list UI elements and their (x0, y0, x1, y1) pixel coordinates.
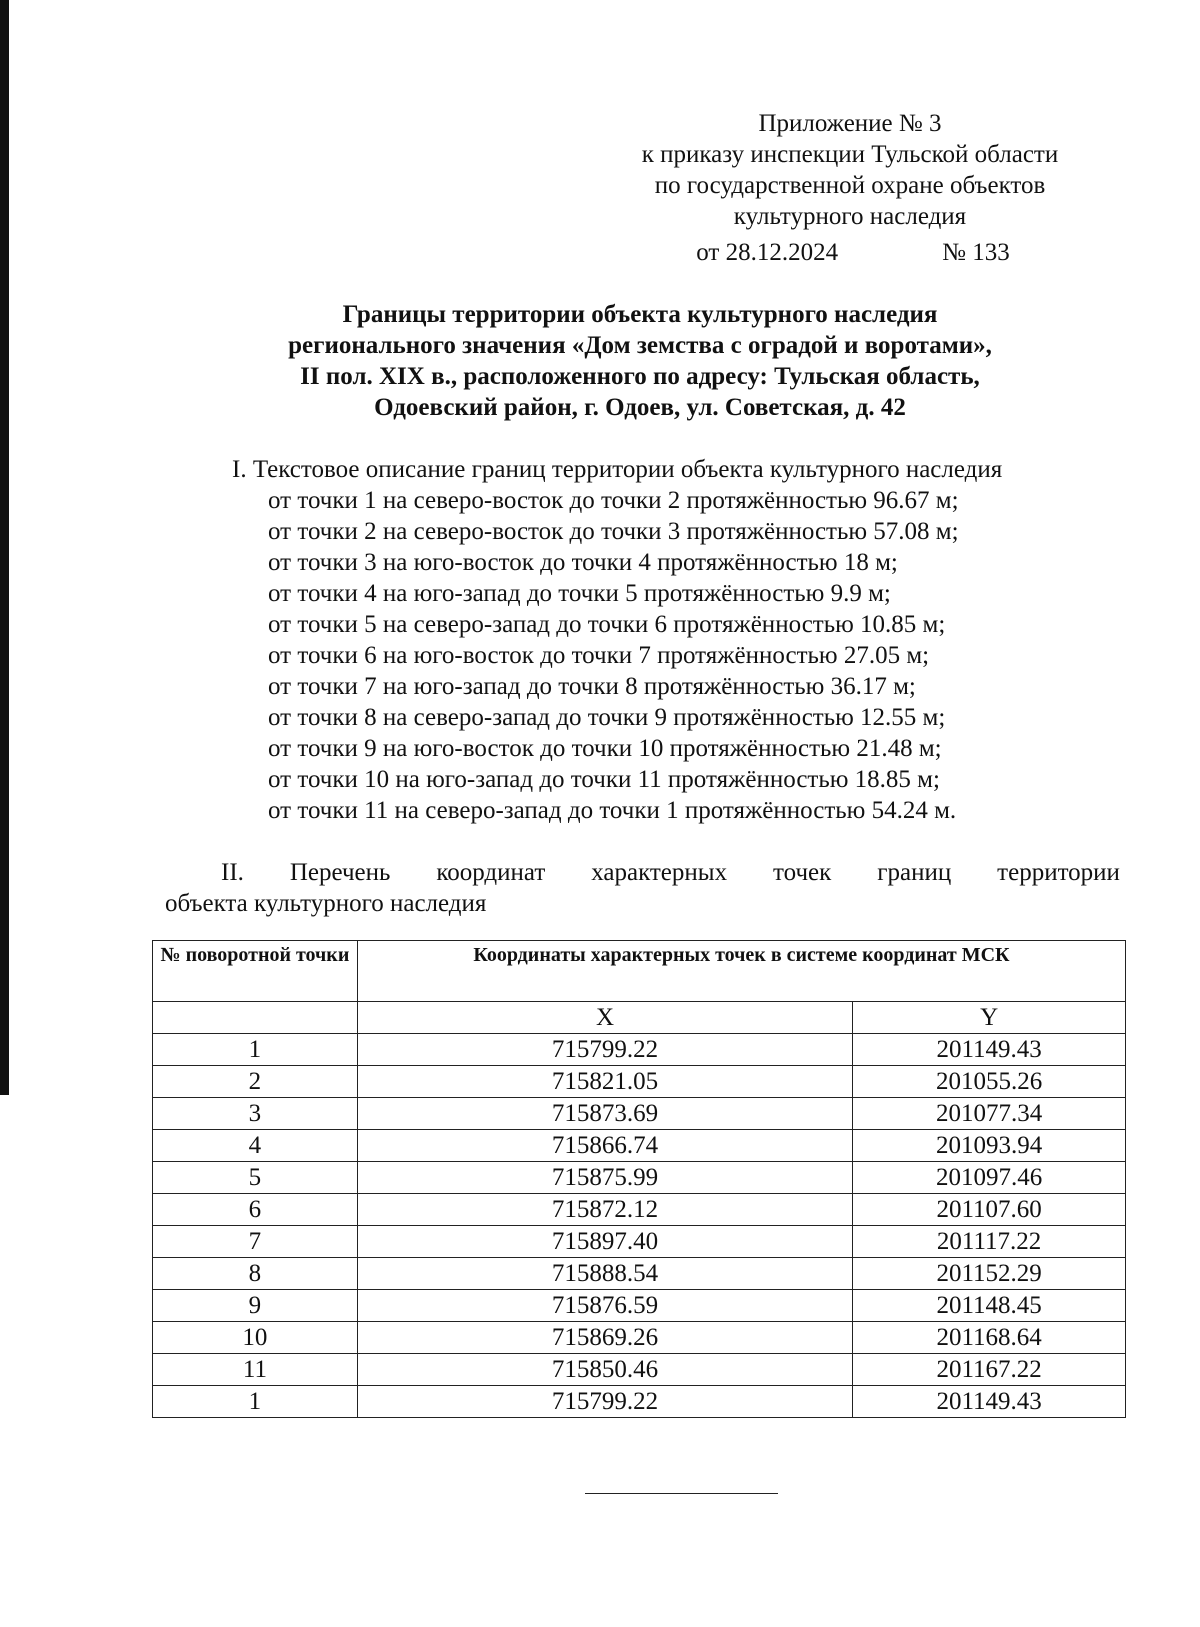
table-row (153, 1226, 1126, 1258)
x-coordinate-cell: 715850.46 (357, 1354, 852, 1386)
heading-word: точек (773, 859, 832, 886)
table-row (153, 1322, 1126, 1354)
document-title (160, 299, 1120, 423)
y-coordinate-cell: 201149.43 (853, 1034, 1126, 1066)
y-coordinate-cell: 201097.46 (853, 1162, 1126, 1194)
table-row (153, 1098, 1126, 1130)
order-date: от 28.12.2024 (696, 239, 839, 266)
table-header-row (153, 941, 1126, 1002)
table-row (153, 1034, 1126, 1066)
point-number-cell: 11 (153, 1354, 358, 1386)
point-number-cell: 10 (153, 1322, 358, 1354)
point-number-header: № поворотной точки (153, 941, 358, 1002)
appendix-line: Приложение № 3 (758, 110, 942, 137)
heading-word: границ (877, 859, 952, 886)
point-number-cell: 1 (153, 1386, 358, 1418)
boundary-segment: от точки 3 на юго-восток до точки 4 протяжённостью 18 м; (268, 549, 898, 576)
point-number-cell: 4 (153, 1130, 358, 1162)
table-row (153, 1194, 1126, 1226)
boundary-segment: от точки 1 на северо-восток до точки 2 протяжённостью 96.67 м; (268, 487, 959, 514)
x-coordinate-cell: 715875.99 (357, 1162, 852, 1194)
x-coordinate-cell: 715799.22 (357, 1034, 852, 1066)
x-column-header: X (357, 1002, 852, 1034)
y-coordinate-cell: 201107.60 (853, 1194, 1126, 1226)
table-row (153, 1130, 1126, 1162)
scan-edge-shadow (0, 0, 9, 1095)
boundary-segment: от точки 8 на северо-запад до точки 9 протяжённостью 12.55 м; (268, 704, 946, 731)
table-row (153, 1354, 1126, 1386)
section1-heading: I. Текстовое описание границ территории объекта культурного наследия (232, 456, 1003, 483)
point-number-cell: 2 (153, 1066, 358, 1098)
y-coordinate-cell: 201077.34 (853, 1098, 1126, 1130)
appendix-line: по государственной охране объектов (654, 172, 1046, 199)
point-number-cell: 5 (153, 1162, 358, 1194)
y-coordinate-cell: 201093.94 (853, 1130, 1126, 1162)
boundary-segment: от точки 7 на юго-запад до точки 8 протяжённостью 36.17 м; (268, 673, 916, 700)
appendix-line: к приказу инспекции Тульской области (641, 141, 1059, 168)
y-coordinate-cell: 201117.22 (853, 1226, 1126, 1258)
end-rule (585, 1493, 778, 1494)
x-coordinate-cell: 715888.54 (357, 1258, 852, 1290)
table-row (153, 1386, 1126, 1418)
table-row (153, 1162, 1126, 1194)
table-row (153, 1258, 1126, 1290)
heading-word: координат (436, 859, 546, 886)
x-coordinate-cell: 715821.05 (357, 1066, 852, 1098)
heading-word: Перечень (289, 859, 391, 886)
x-coordinate-cell: 715897.40 (357, 1226, 852, 1258)
coordinates-section-heading (165, 857, 1120, 919)
table-row (153, 1290, 1126, 1322)
heading-word: II. (221, 859, 244, 886)
table-subheader-row (153, 1002, 1126, 1034)
appendix-line: культурного наследия (733, 203, 967, 230)
heading-word: характерных (591, 859, 728, 886)
point-number-cell: 1 (153, 1034, 358, 1066)
table-body (153, 1034, 1126, 1418)
order-number: № 133 (942, 239, 1010, 266)
boundary-segment: от точки 10 на юго-запад до точки 11 протяжённостью 18.85 м; (268, 766, 940, 793)
x-coordinate-cell: 715869.26 (357, 1322, 852, 1354)
y-column-header: Y (853, 1002, 1126, 1034)
y-coordinate-cell: 201168.64 (853, 1322, 1126, 1354)
heading-word: территории (997, 859, 1120, 886)
boundary-description (232, 454, 1132, 826)
coordinates-table (152, 940, 1126, 1418)
boundary-segment: от точки 5 на северо-запад до точки 6 протяжённостью 10.85 м; (268, 611, 946, 638)
title-line: Границы территории объекта культурного наследия (342, 301, 938, 328)
empty-cell (153, 1002, 358, 1034)
point-number-cell: 9 (153, 1290, 358, 1322)
y-coordinate-cell: 201149.43 (853, 1386, 1126, 1418)
section2-heading-line (165, 857, 1120, 888)
point-number-cell: 8 (153, 1258, 358, 1290)
section2-heading-line: объекта культурного наследия (165, 890, 487, 917)
point-number-cell: 3 (153, 1098, 358, 1130)
order-date-line (560, 237, 1140, 268)
y-coordinate-cell: 201148.45 (853, 1290, 1126, 1322)
appendix-block (560, 108, 1140, 268)
boundary-segment: от точки 6 на юго-восток до точки 7 протяжённостью 27.05 м; (268, 642, 930, 669)
boundary-segment: от точки 4 на юго-запад до точки 5 протяжённостью 9.9 м; (268, 580, 891, 607)
x-coordinate-cell: 715876.59 (357, 1290, 852, 1322)
title-line: Одоевский район, г. Одоев, ул. Советская, д. 42 (374, 394, 906, 421)
x-coordinate-cell: 715866.74 (357, 1130, 852, 1162)
y-coordinate-cell: 201152.29 (853, 1258, 1126, 1290)
boundary-segment: от точки 2 на северо-восток до точки 3 протяжённостью 57.08 м; (268, 518, 959, 545)
title-line: II пол. XIX в., расположенного по адресу: Тульская область, (300, 363, 980, 390)
y-coordinate-cell: 201167.22 (853, 1354, 1126, 1386)
x-coordinate-cell: 715799.22 (357, 1386, 852, 1418)
title-line: регионального значения «Дом земства с оградой и воротами», (288, 332, 992, 359)
point-number-cell: 6 (153, 1194, 358, 1226)
boundary-segment: от точки 9 на юго-восток до точки 10 протяжённостью 21.48 м; (268, 735, 942, 762)
point-number-cell: 7 (153, 1226, 358, 1258)
boundary-segment: от точки 11 на северо-запад до точки 1 протяжённостью 54.24 м. (268, 797, 957, 824)
table-row (153, 1066, 1126, 1098)
y-coordinate-cell: 201055.26 (853, 1066, 1126, 1098)
x-coordinate-cell: 715872.12 (357, 1194, 852, 1226)
x-coordinate-cell: 715873.69 (357, 1098, 852, 1130)
coordinates-header: Координаты характерных точек в системе координат МСК (357, 941, 1125, 1002)
